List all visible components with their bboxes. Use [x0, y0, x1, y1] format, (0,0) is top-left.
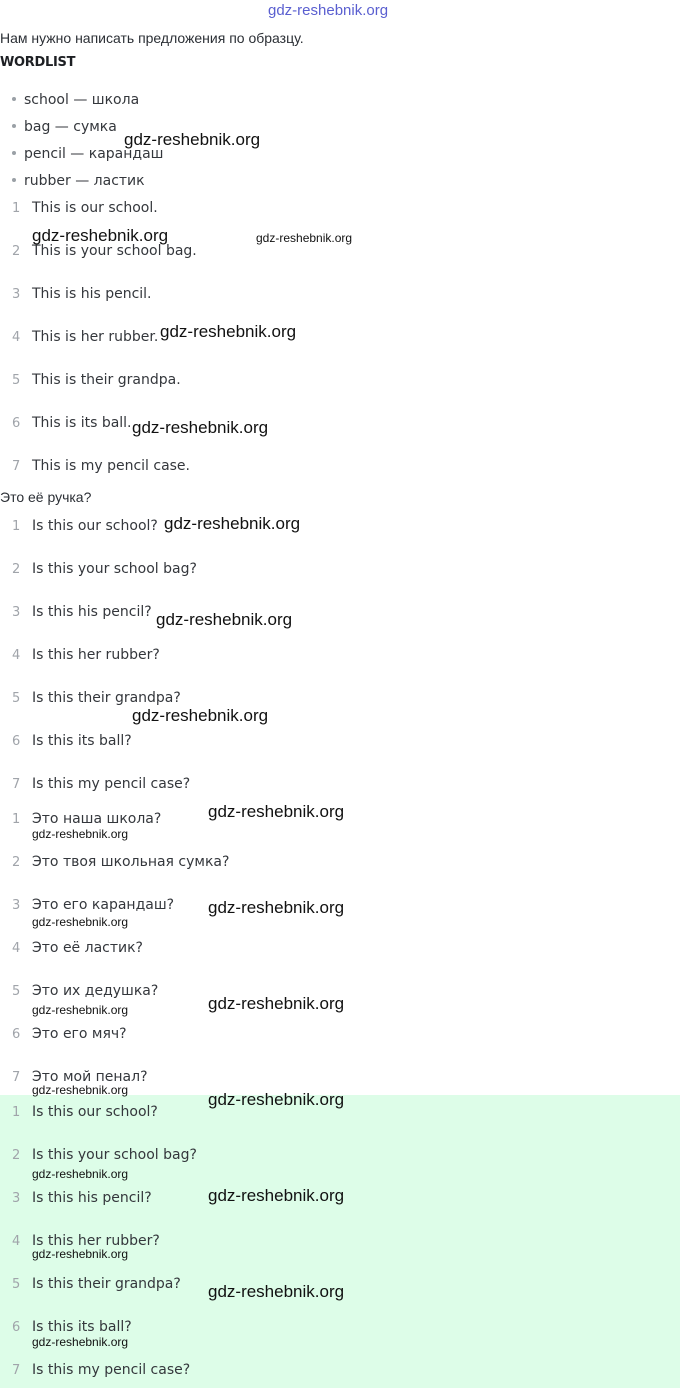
watermark: gdz-reshebnik.org — [208, 1186, 345, 1205]
bullet-icon — [12, 124, 16, 128]
intro-text: Нам нужно написать предложения по образцу. — [0, 30, 304, 46]
answer-row: 6 Is this its ball? — [12, 1319, 132, 1335]
watermark: gdz-reshebnik.org — [32, 1335, 129, 1349]
wordlist-title: WORDLIST — [0, 55, 76, 70]
answer-row: 7 Is this my pencil case? — [12, 1362, 191, 1378]
translation-row: 1 Это наша школа? — [12, 811, 162, 827]
wordlist-item: school — школа — [12, 92, 139, 108]
statement-row: 2 This is your school bag. — [12, 243, 197, 259]
wordlist-item: bag — сумка — [12, 119, 117, 135]
answer-row: 2 Is this your school bag? — [12, 1147, 197, 1163]
answer-row: 5 Is this their grandpa? — [12, 1276, 181, 1292]
statement-row: 4 This is her rubber. — [12, 329, 159, 345]
wordlist-item: pencil — карандаш — [12, 146, 163, 162]
statement-row: 1 This is our school. — [12, 200, 158, 216]
watermark: gdz-reshebnik.org — [256, 231, 353, 245]
answer-row: 3 Is this his pencil? — [12, 1190, 152, 1206]
question-row: 1 Is this our school? — [12, 518, 158, 534]
watermark: gdz-reshebnik.org — [164, 514, 301, 533]
watermark: gdz-reshebnik.org — [156, 610, 293, 629]
watermark: gdz-reshebnik.org — [32, 1003, 129, 1017]
statement-row: 6 This is its ball. — [12, 415, 132, 431]
watermark: gdz-reshebnik.org — [208, 1282, 345, 1301]
watermark: gdz-reshebnik.org — [160, 322, 297, 341]
translation-row: 3 Это его карандаш? — [12, 897, 175, 913]
watermark: gdz-reshebnik.org — [132, 418, 269, 437]
translation-row: 7 Это мой пенал? — [12, 1069, 148, 1085]
question-row: 2 Is this your school bag? — [12, 561, 197, 577]
question-row: 3 Is this his pencil? — [12, 604, 152, 620]
watermark: gdz-reshebnik.org — [32, 1167, 129, 1181]
wordlist-item: rubber — ластик — [12, 173, 145, 189]
watermark: gdz-reshebnik.org — [132, 706, 269, 725]
question-row: 4 Is this her rubber? — [12, 647, 160, 663]
watermark: gdz-reshebnik.org — [208, 1090, 345, 1109]
translation-row: 2 Это твоя школьная сумка? — [12, 854, 230, 870]
translation-row: 6 Это его мяч? — [12, 1026, 127, 1042]
question-row: 7 Is this my pencil case? — [12, 776, 191, 792]
translation-row: 4 Это её ластик? — [12, 940, 143, 956]
bullet-icon — [12, 178, 16, 182]
watermark: gdz-reshebnik.org — [32, 1083, 129, 1097]
bullet-icon — [12, 151, 16, 155]
watermark: gdz-reshebnik.org — [208, 802, 345, 821]
question-prompt: Это её ручка? — [0, 489, 92, 505]
watermark: gdz-reshebnik.org — [32, 915, 129, 929]
watermark: gdz-reshebnik.org — [124, 130, 261, 149]
watermark: gdz-reshebnik.org — [208, 898, 345, 917]
watermark: gdz-reshebnik.org — [32, 1247, 129, 1261]
site-header-link[interactable]: gdz-reshebnik.org — [268, 2, 389, 19]
statement-row: 5 This is their grandpa. — [12, 372, 181, 388]
statement-row: 7 This is my pencil case. — [12, 458, 190, 474]
statement-row: 3 This is his pencil. — [12, 286, 152, 302]
answer-row: 1 Is this our school? — [12, 1104, 158, 1120]
watermark: gdz-reshebnik.org — [32, 827, 129, 841]
bullet-icon — [12, 97, 16, 101]
answer-row: 4 Is this her rubber? — [12, 1233, 160, 1249]
watermark: gdz-reshebnik.org — [208, 994, 345, 1013]
question-row: 6 Is this its ball? — [12, 733, 132, 749]
question-row: 5 Is this their grandpa? — [12, 690, 181, 706]
translation-row: 5 Это их дедушка? — [12, 983, 159, 999]
watermark: gdz-reshebnik.org — [32, 226, 169, 245]
